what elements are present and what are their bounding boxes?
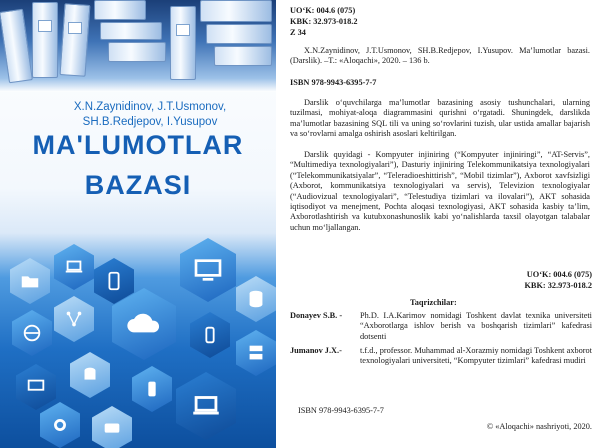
- network-icon: [54, 296, 94, 342]
- cover-authors-line2: SH.B.Redjepov, I.Yusupov: [82, 116, 218, 128]
- reviewers-title: Taqrizchilar:: [410, 298, 457, 307]
- bibliographic-citation: X.N.Zaynidinov, J.T.Usmonov, SH.B.Redjepov, I.Yusupov. Ma’lumotlar bazasi. (Darslik). –T.: «Aloqachi», 2020. – 136 b.: [290, 46, 590, 66]
- smartphone-icon: [190, 312, 230, 358]
- imprint-page: [290, 0, 595, 448]
- settings-icon: [40, 402, 80, 448]
- database-icon: [236, 276, 276, 322]
- description-paragraph: Darslik o‘quvchilarga ma’lumotlar bazasining asosiy tushunchalari, ularning tuzilmasi, mohiyat-aloqa diagrammasini qurishni o‘rgatadi. Shuningdek, darslikda ma’lumotlar bazasining SQL tili va uning so‘rovlarini tuzish, ular ustida amallar bajarish va so‘rovlarni amalga oshirish asoslari keltirilgan.: [290, 98, 590, 139]
- audience-paragraph: Darslik quyidagi - Kompyuter injiniring (“Kompyuter injiniringi”, “AT-Servis”, “Multimediya texnologiyalari”), Dasturiy injiniring Telekommunikatsiya texnologiyalari (“Telekommunikatsiyalar”, “Teleradioeshittirish”, “Mobil tizimlar”), Axborot xavfsizligi (Axborot, kommunikatsiya texnologiyalari va servis), Televizion texnologiyalar (“Audiovizual texnologiyalari”, “Telestudiya tizimlari va ilovalari”), AKT sohasida iqtisodiyot va menejment, Pochta aloqasi texnologiyasi, AKT sohasida kasbiy ta’lim, Axborotlashtirish va kutubxonashunoslik kabi yo‘nalishlarda taxsil olayotgan talabalar uchun mo‘ljallangan.: [290, 150, 590, 232]
- reviewer-name: Jumanov J.X.-: [290, 346, 342, 355]
- cover-authors: [30, 100, 270, 130]
- kbk-code-top: KBK: 32.973-018.2: [290, 17, 358, 26]
- computer-icon: [180, 238, 236, 302]
- monitor-icon: [16, 364, 56, 410]
- phone-icon: [132, 366, 172, 412]
- isbn-bottom: ISBN 978-9943-6395-7-7: [298, 406, 384, 415]
- folder-icon: [10, 258, 50, 304]
- publisher-copyright: © «Aloqachi» nashriyoti, 2020.: [486, 422, 592, 431]
- cover-title-line1: MA'LUMOTLAR: [32, 130, 244, 160]
- reviewer-details: Ph.D. I.A.Karimov nomidagi Toshkent davlat texnika universiteti “Axborotlarga ishlov berish va boshqarish tizimlari” kafedrasi dotsenti: [360, 311, 592, 341]
- book-cover: [0, 0, 276, 448]
- reviewer-name: Donayev S.B. -: [290, 311, 343, 320]
- kbk-code-bottom: KBK: 32.973-018.2: [524, 281, 592, 290]
- folders-illustration: [0, 0, 276, 92]
- laptop-icon: [54, 244, 94, 290]
- udk-code-top: UO‘K: 004.6 (075): [290, 6, 356, 15]
- globe-icon: [12, 310, 52, 356]
- laptop-large-icon: [176, 372, 236, 440]
- udk-code-bottom: UO‘K: 004.6 (075): [526, 270, 592, 279]
- z-code: Z 34: [290, 28, 306, 37]
- isbn-top: ISBN 978-9943-6395-7-7: [290, 78, 377, 87]
- chat-icon: [92, 406, 132, 448]
- server-icon: [236, 330, 276, 376]
- database-small-icon: [70, 352, 110, 398]
- cover-authors-line1: X.N.Zaynidinov, J.T.Usmonov,: [73, 101, 227, 113]
- reviewer-details: t.f.d., professor. Muhammad al-Xorazmiy nomidagi Toshkent axborot texnologiyalari universiteti, “Kompyuter tizimlari” kafedrasi mudiri: [360, 346, 592, 366]
- cover-title-line2: BAZASI: [84, 170, 192, 200]
